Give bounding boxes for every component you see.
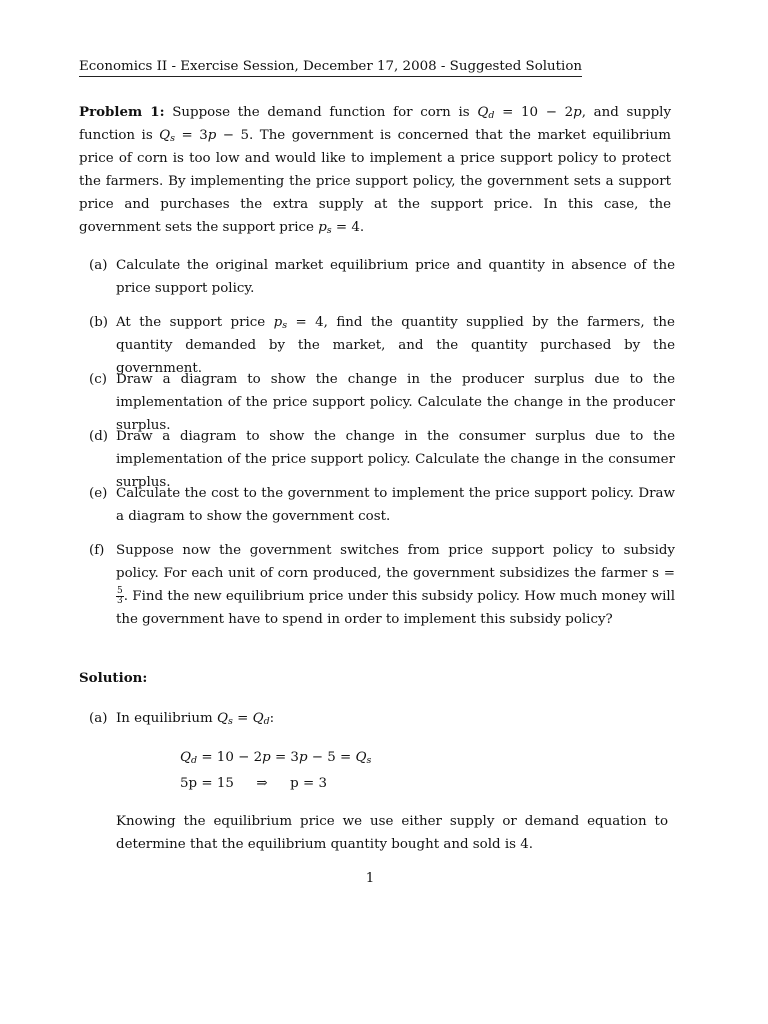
implies-arrow: ⇒ — [256, 776, 268, 791]
problem-part-e: (e) Calculate the cost to the government to implement the price support policy. Draw a diagram to show the government cost. — [89, 486, 675, 524]
problem-part-d: (d) Draw a diagram to show the change in the consumer surplus due to the implementation of the price support policy. Calculate the change in the consumer surplus. — [89, 429, 675, 490]
problem-statement: Problem 1: Suppose the demand function for corn is $Q_d = 10 - 2p$, and supply function is $Q_s = 3p - 5$. The government is concerned that the market equilibrium price of corn is too low and would like to implement a price support policy to protect the farmers. By implementing the price support policy, the government sets a support price and purchases the extra supply at the support price. In this case, the government sets the support price $p_s = 4$. — [79, 104, 672, 236]
problem-part-b: (b) At the support price $p_s = 4$, find the quantity supplied by the farmers, the quantity demanded by the market, and the quantity purchased by the government. — [89, 315, 675, 376]
problem-part-f: (f) Suppose now the government switches from price support policy to subsidy policy. For each unit of corn produced, the government subsidizes the farmer s = $\frac{5}{3}$ . Find the new equilibrium price under this subsidy policy. How much money will the government have to spend in order to implement this subsidy policy? — [89, 543, 675, 627]
solution-title: Solution: — [79, 670, 148, 686]
solution-part-a: (a) In equilibrium $Q_s = Q_d$: — [89, 711, 275, 727]
problem-part-a: (a) Calculate the original market equilibrium price and quantity in absence of the price support policy. — [89, 258, 675, 296]
page-number: 1 — [365, 871, 375, 886]
equation-equilibrium: $Q_d = 10 - 2p = 3p - 5 = Q_s$ — [180, 750, 372, 766]
fraction-five-thirds: $\frac{5}{3}$ — [117, 586, 123, 606]
problem-label: Problem 1: — [79, 104, 165, 120]
equation-price: 5p = 15 ⇒ p = 3 — [180, 776, 327, 791]
problem-part-c: (c) Draw a diagram to show the change in the producer surplus due to the implementation of the price support policy. Calculate the change in the producer surplus. — [89, 372, 675, 433]
solution-a-conclusion: Knowing the equilibrium price we use either supply or demand equation to determine that the equilibrium quantity bought and sold is 4. — [116, 814, 668, 852]
page-header: Economics II - Exercise Session, December 17, 2008 - Suggested Solution — [79, 59, 582, 77]
